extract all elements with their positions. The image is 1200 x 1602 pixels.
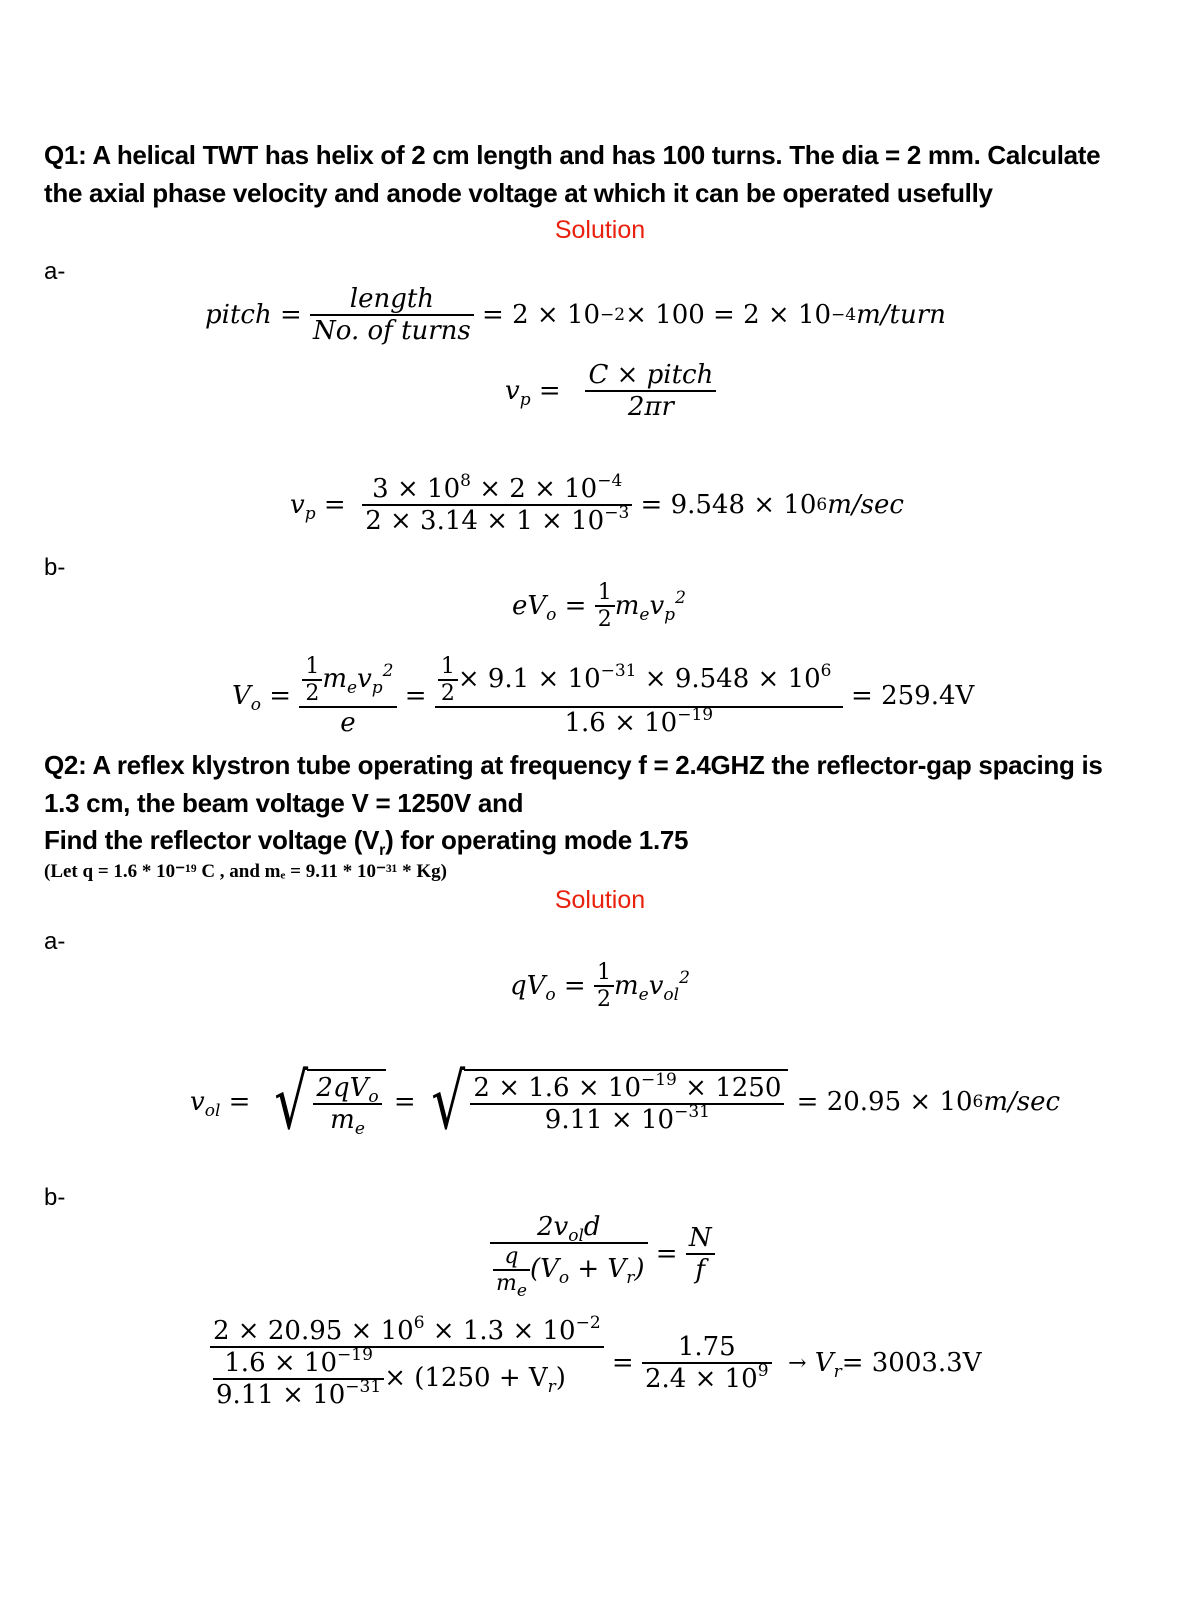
vp-symbol-2: $v_p$ (290, 490, 316, 524)
q1-part-b-label: b- (44, 554, 66, 581)
final-fraction-rhs: $\frac{1.75}{2.4 \times 10^9}$ (642, 1332, 772, 1394)
q1-part-a-label: a- (44, 258, 66, 285)
pitch-denominator: No. of turns (313, 316, 471, 346)
q2-question-line1: Q2: A reflex klystron tube operating at frequency f = 2.4GHZ the reflector-gap spacing is (44, 750, 1103, 780)
pitch-value-2: × 100 = 2 × 10 (625, 300, 832, 330)
pitch-value-1: = 2 × 10 (482, 300, 601, 330)
q2-energy-lhs: $qV_o$ (510, 971, 556, 1005)
sqrt-sign-2: √ (431, 1057, 466, 1146)
final-equation: $2 \times 20.95 \times 10^6 \times 1.3 \times 10^{-2}$ $\frac{1.6 \times 10^{-19}}{9.11 \times 10^{-31}}$ × $(1250 + V_r)$ = $\frac{1.75}{2.4 \times 10^9}$ → $V_r$ = 3003.3V (210, 1316, 982, 1410)
vp-formula-fraction (585, 360, 716, 422)
mode-equation: $2v_{ol}d$ $\frac{q}{m_e}$ $(V_o + V_r)$ = $\frac{N}{f}$ (490, 1212, 715, 1296)
final-result-symbol: $V_r$ (814, 1348, 842, 1382)
q2-question-line2: 1.3 cm, the beam voltage V = 1250V and (44, 788, 524, 818)
pitch-symbol: pitch (205, 300, 272, 330)
q2-part-a-label: a- (44, 928, 66, 955)
arrow-icon: → (788, 1350, 807, 1376)
q2-part-b-label: b- (44, 1184, 66, 1211)
q2-solution-label: Solution (554, 886, 646, 914)
vol-result-unit: m/sec (983, 1087, 1061, 1117)
q1-question-line1: Q1: A helical TWT has helix of 2 cm length and has 100 turns. The dia = 2 mm. Calculate (44, 140, 1101, 170)
sqrt-sign-1: √ (274, 1057, 309, 1146)
v0-equation: $V_o$ = $\frac{1}{2}$ $m_ev_p^2$ e = $\frac{1}{2}$ × $9.1 \times 10^{-31} \times 9.548 \times 10^6$ $1.6 \times 10^{-19}$ = 259.4V (232, 654, 975, 738)
vp-formula: $v_p$ = $\frac{\text{C × pitch}}{2\pi r}$ (505, 360, 716, 422)
vp-symbol: $v_p$ (505, 376, 531, 410)
pitch-unit: m/turn (856, 300, 946, 330)
vp-formula-numerator: C × pitch (585, 360, 716, 392)
vp-result-unit: m/sec (827, 490, 904, 520)
v0-fraction-symbolic: $\frac{1}{2}$ $m_ev_p^2$ e (299, 654, 396, 738)
final-fraction-lhs: $2 \times 20.95 \times 10^6 \times 1.3 \times 10^{-2}$ $\frac{1.6 \times 10^{-19}}{9.11 \times 10^{-31}}$ × $(1250 + V_r)$ (210, 1316, 604, 1410)
q1-energy-lhs: $eV_o$ (512, 591, 557, 625)
final-result-value: = 3003.3V (841, 1348, 982, 1378)
vp-calculation-fraction (362, 471, 632, 536)
half-fraction: $\frac{1}{2}$ (595, 580, 615, 632)
q2-question-line3: Find the reflector voltage $(V_r)$ for operating mode 1.75 (44, 825, 689, 859)
sqrt-symbolic: $\frac{2qV_o}{m_e}$ (307, 1069, 385, 1135)
vol-result: = 20.95 × 10 (796, 1087, 973, 1117)
vp-formula-denominator: 2πr (627, 392, 674, 422)
mode-fraction-lhs: $2v_{ol}d$ $\frac{q}{m_e}$ $(V_o + V_r)$ (490, 1212, 648, 1296)
sqrt-numeric: $\frac{2 \times 1.6 \times 10^{-19} \times 1250}{9.11 \times 10^{-31}}$ (464, 1069, 788, 1135)
q1-energy-rhs: $m_ev_p^2$ (614, 588, 686, 625)
vol-symbol: $v_{ol}$ (190, 1087, 221, 1121)
q1-solution-label: Solution (554, 216, 646, 244)
vp-calculation-numerator: $3 \times 10^8 \times 2 \times 10^{-4}$ (362, 474, 632, 506)
v0-result: = 259.4V (851, 681, 975, 711)
q1-energy-equation: $eV_o$ = $\frac{1}{2}$ $m_ev_p^2$ (512, 580, 686, 632)
vp-calculation: $v_p$ = $\frac{3 \times 10^8 \times 2 \times 10^{-4}}{2 \times 3.14 \times 1 \times 10^{-3}}$ = 9.548 × 10 6 m/sec (290, 471, 904, 536)
pitch-fraction (310, 284, 474, 346)
vp-result: = 9.548 × 10 (640, 490, 817, 520)
q1-question-line2: the axial phase velocity and anode voltage at which it can be operated usefully (44, 178, 993, 208)
q2-given-constants: (Let q = 1.6 * 10⁻¹⁹ C , and mₑ = 9.11 * 10⁻³¹ * Kg) (44, 861, 447, 882)
pitch-numerator: length (310, 284, 474, 316)
vol-equation: $v_{ol}$ = √ $\frac{2qV_o}{m_e}$ = √ $\frac{2 \times 1.6 \times 10^{-19} \times 1250}{9.11 \times 10^{-31}}$ = 20.95 × 10 6 m/sec (190, 1057, 1061, 1146)
pitch-equation: pitch = $\frac{\text{length}}{\text{No. of turns}}$ = 2 × 10 −2 × 100 = 2 × 10 −4 m/turn (205, 284, 946, 346)
v0-symbol: $V_o$ (232, 681, 262, 715)
vp-calculation-denominator: $2 \times 3.14 \times 1 \times 10^{-3}$ (365, 503, 630, 536)
q2-energy-equation: $qV_o$ = $\frac{1}{2}$ $m_ev_{ol}^2$ (510, 960, 690, 1012)
mode-fraction-rhs: $\frac{N}{f}$ (686, 1223, 715, 1285)
v0-fraction-numeric: $\frac{1}{2}$ × $9.1 \times 10^{-31} \times 9.548 \times 10^6$ $1.6 \times 10^{-19}$ (435, 654, 843, 738)
